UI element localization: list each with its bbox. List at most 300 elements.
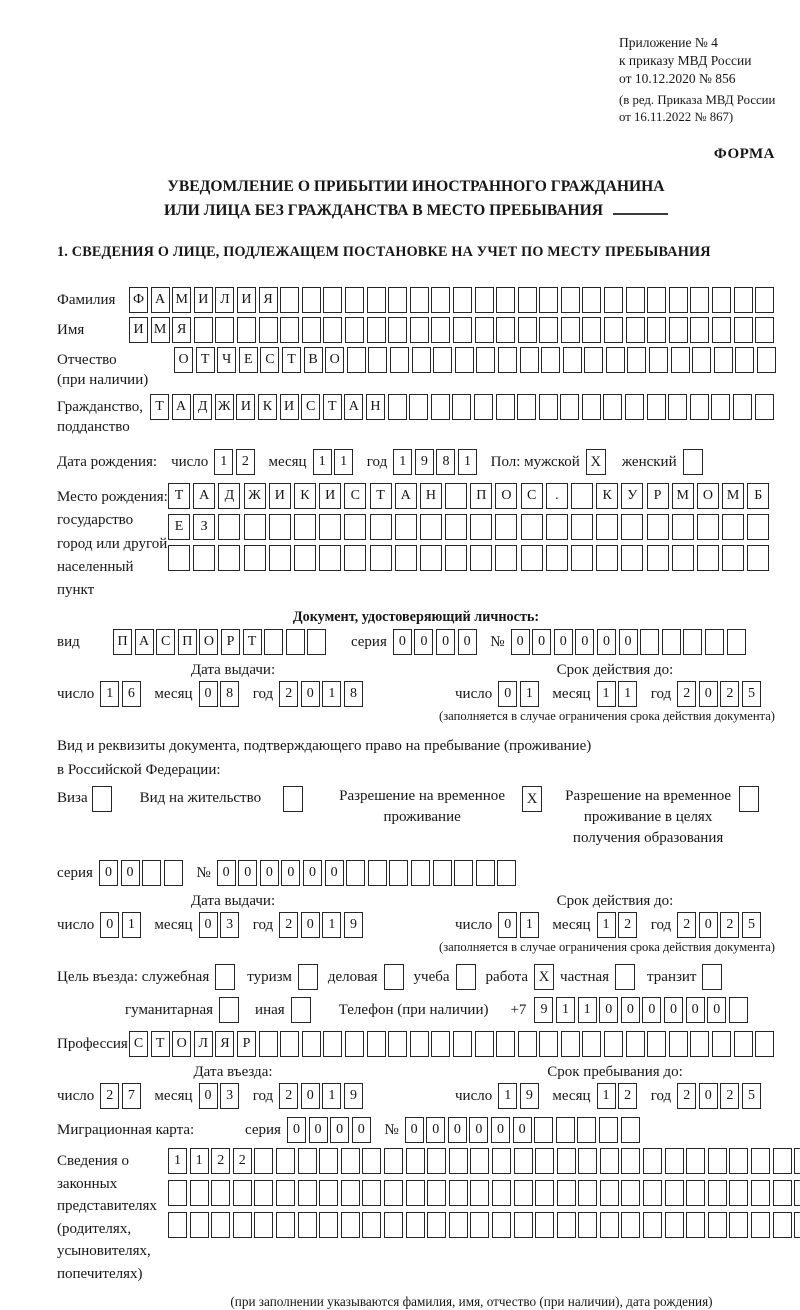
char-cell[interactable]: [514, 1212, 533, 1238]
char-cell[interactable]: [690, 287, 709, 313]
char-cell[interactable]: 1: [520, 681, 539, 707]
char-cell[interactable]: [280, 287, 299, 313]
char-cell[interactable]: 0: [599, 997, 618, 1023]
female-checkbox[interactable]: [683, 449, 703, 475]
char-cell[interactable]: [690, 317, 709, 343]
char-cell[interactable]: [582, 317, 601, 343]
char-cell[interactable]: [773, 1148, 792, 1174]
char-cell[interactable]: [254, 1180, 273, 1206]
char-cell[interactable]: [406, 1212, 425, 1238]
char-cell[interactable]: 0: [309, 1117, 328, 1143]
char-cell[interactable]: [520, 347, 539, 373]
char-cell[interactable]: [665, 1180, 684, 1206]
char-cell[interactable]: [237, 317, 256, 343]
char-cell[interactable]: [734, 317, 753, 343]
char-cell[interactable]: [370, 545, 392, 571]
char-cell[interactable]: [427, 1212, 446, 1238]
char-cell[interactable]: 1: [334, 449, 353, 475]
char-cell[interactable]: Т: [323, 394, 342, 420]
char-cell[interactable]: [409, 394, 428, 420]
char-cell[interactable]: М: [672, 483, 694, 509]
char-cell[interactable]: О: [697, 483, 719, 509]
char-cell[interactable]: [280, 317, 299, 343]
char-cell[interactable]: [729, 997, 748, 1023]
char-cell[interactable]: [751, 1148, 770, 1174]
char-cell[interactable]: [218, 514, 240, 540]
char-cell[interactable]: [269, 545, 291, 571]
char-cell[interactable]: [388, 317, 407, 343]
char-cell[interactable]: 1: [556, 997, 575, 1023]
char-cell[interactable]: [341, 1148, 360, 1174]
char-cell[interactable]: [692, 347, 711, 373]
char-cell[interactable]: 0: [281, 860, 300, 886]
char-cell[interactable]: [420, 514, 442, 540]
char-cell[interactable]: [370, 514, 392, 540]
char-cell[interactable]: 0: [642, 997, 661, 1023]
char-cell[interactable]: 0: [498, 912, 517, 938]
char-cell[interactable]: [711, 394, 730, 420]
char-cell[interactable]: 7: [122, 1083, 141, 1109]
char-cell[interactable]: [218, 545, 240, 571]
char-cell[interactable]: М: [151, 317, 170, 343]
char-cell[interactable]: [410, 287, 429, 313]
char-cell[interactable]: 0: [699, 681, 718, 707]
char-cell[interactable]: [625, 394, 644, 420]
char-cell[interactable]: [269, 514, 291, 540]
char-cell[interactable]: [389, 860, 408, 886]
tourism-checkbox[interactable]: [298, 964, 318, 990]
char-cell[interactable]: [276, 1180, 295, 1206]
char-cell[interactable]: [341, 1212, 360, 1238]
char-cell[interactable]: [662, 629, 681, 655]
char-cell[interactable]: [384, 1212, 403, 1238]
char-cell[interactable]: [708, 1212, 727, 1238]
char-cell[interactable]: [757, 347, 776, 373]
char-cell[interactable]: Я: [259, 287, 278, 313]
char-cell[interactable]: [751, 1180, 770, 1206]
char-cell[interactable]: [697, 545, 719, 571]
char-cell[interactable]: 0: [621, 997, 640, 1023]
char-cell[interactable]: [319, 1148, 338, 1174]
char-cell[interactable]: [582, 1031, 601, 1057]
char-cell[interactable]: 5: [742, 681, 761, 707]
char-cell[interactable]: Ф: [129, 287, 148, 313]
char-cell[interactable]: [453, 317, 472, 343]
char-cell[interactable]: 0: [686, 997, 705, 1023]
char-cell[interactable]: [307, 629, 326, 655]
char-cell[interactable]: Ч: [217, 347, 236, 373]
char-cell[interactable]: 2: [720, 681, 739, 707]
char-cell[interactable]: [561, 317, 580, 343]
char-cell[interactable]: [539, 317, 558, 343]
char-cell[interactable]: [454, 860, 473, 886]
char-cell[interactable]: [647, 545, 669, 571]
char-cell[interactable]: [541, 347, 560, 373]
char-cell[interactable]: [244, 545, 266, 571]
char-cell[interactable]: 0: [426, 1117, 445, 1143]
char-cell[interactable]: [475, 317, 494, 343]
char-cell[interactable]: [734, 287, 753, 313]
char-cell[interactable]: 0: [303, 860, 322, 886]
char-cell[interactable]: [495, 545, 517, 571]
char-cell[interactable]: [514, 1148, 533, 1174]
char-cell[interactable]: [794, 1180, 800, 1206]
char-cell[interactable]: П: [178, 629, 197, 655]
char-cell[interactable]: [497, 860, 516, 886]
char-cell[interactable]: [445, 483, 467, 509]
char-cell[interactable]: [168, 1180, 187, 1206]
char-cell[interactable]: И: [236, 394, 255, 420]
char-cell[interactable]: Б: [747, 483, 769, 509]
char-cell[interactable]: [259, 1031, 278, 1057]
char-cell[interactable]: [323, 1031, 342, 1057]
char-cell[interactable]: И: [280, 394, 299, 420]
char-cell[interactable]: И: [319, 483, 341, 509]
char-cell[interactable]: [453, 287, 472, 313]
char-cell[interactable]: [647, 287, 666, 313]
char-cell[interactable]: [433, 347, 452, 373]
char-cell[interactable]: [729, 1180, 748, 1206]
char-cell[interactable]: 2: [236, 449, 255, 475]
char-cell[interactable]: [319, 1212, 338, 1238]
char-cell[interactable]: [470, 545, 492, 571]
char-cell[interactable]: 2: [677, 1083, 696, 1109]
char-cell[interactable]: [671, 347, 690, 373]
char-cell[interactable]: [298, 1180, 317, 1206]
char-cell[interactable]: [672, 514, 694, 540]
male-checkbox[interactable]: X: [586, 449, 606, 475]
char-cell[interactable]: [535, 1180, 554, 1206]
char-cell[interactable]: [647, 394, 666, 420]
char-cell[interactable]: А: [151, 287, 170, 313]
char-cell[interactable]: З: [193, 514, 215, 540]
char-cell[interactable]: [452, 394, 471, 420]
char-cell[interactable]: 2: [677, 681, 696, 707]
char-cell[interactable]: [445, 514, 467, 540]
char-cell[interactable]: [193, 545, 215, 571]
char-cell[interactable]: [168, 1212, 187, 1238]
char-cell[interactable]: [603, 394, 622, 420]
char-cell[interactable]: [286, 629, 305, 655]
char-cell[interactable]: [621, 1212, 640, 1238]
char-cell[interactable]: 2: [720, 912, 739, 938]
char-cell[interactable]: 8: [344, 681, 363, 707]
char-cell[interactable]: Ж: [244, 483, 266, 509]
char-cell[interactable]: 9: [520, 1083, 539, 1109]
char-cell[interactable]: [254, 1212, 273, 1238]
char-cell[interactable]: К: [258, 394, 277, 420]
char-cell[interactable]: С: [260, 347, 279, 373]
study-checkbox[interactable]: [456, 964, 476, 990]
char-cell[interactable]: [470, 1180, 489, 1206]
char-cell[interactable]: 0: [301, 681, 320, 707]
char-cell[interactable]: 1: [190, 1148, 209, 1174]
char-cell[interactable]: С: [521, 483, 543, 509]
char-cell[interactable]: [233, 1212, 252, 1238]
char-cell[interactable]: 0: [100, 912, 119, 938]
char-cell[interactable]: [368, 347, 387, 373]
char-cell[interactable]: И: [269, 483, 291, 509]
char-cell[interactable]: [534, 1117, 553, 1143]
char-cell[interactable]: [470, 1148, 489, 1174]
char-cell[interactable]: 0: [469, 1117, 488, 1143]
char-cell[interactable]: Л: [194, 1031, 213, 1057]
char-cell[interactable]: Т: [370, 483, 392, 509]
char-cell[interactable]: [390, 347, 409, 373]
char-cell[interactable]: [722, 545, 744, 571]
char-cell[interactable]: [600, 1212, 619, 1238]
char-cell[interactable]: 0: [393, 629, 412, 655]
char-cell[interactable]: [384, 1180, 403, 1206]
char-cell[interactable]: [302, 1031, 321, 1057]
char-cell[interactable]: А: [135, 629, 154, 655]
other-checkbox[interactable]: [291, 997, 311, 1023]
char-cell[interactable]: [647, 1031, 666, 1057]
char-cell[interactable]: Л: [215, 287, 234, 313]
char-cell[interactable]: 1: [322, 681, 341, 707]
char-cell[interactable]: [621, 1180, 640, 1206]
char-cell[interactable]: 3: [220, 912, 239, 938]
char-cell[interactable]: 0: [491, 1117, 510, 1143]
char-cell[interactable]: 0: [330, 1117, 349, 1143]
char-cell[interactable]: [367, 1031, 386, 1057]
char-cell[interactable]: [346, 860, 365, 886]
char-cell[interactable]: [476, 347, 495, 373]
char-cell[interactable]: 9: [534, 997, 553, 1023]
char-cell[interactable]: [571, 483, 593, 509]
char-cell[interactable]: [669, 1031, 688, 1057]
char-cell[interactable]: [492, 1148, 511, 1174]
char-cell[interactable]: 9: [415, 449, 434, 475]
char-cell[interactable]: [747, 514, 769, 540]
char-cell[interactable]: [535, 1212, 554, 1238]
char-cell[interactable]: [244, 514, 266, 540]
char-cell[interactable]: А: [193, 483, 215, 509]
char-cell[interactable]: 1: [322, 1083, 341, 1109]
char-cell[interactable]: [626, 1031, 645, 1057]
char-cell[interactable]: [410, 1031, 429, 1057]
char-cell[interactable]: А: [172, 394, 191, 420]
char-cell[interactable]: [561, 1031, 580, 1057]
char-cell[interactable]: 2: [100, 1083, 119, 1109]
char-cell[interactable]: [521, 545, 543, 571]
char-cell[interactable]: Д: [218, 483, 240, 509]
char-cell[interactable]: [211, 1180, 230, 1206]
char-cell[interactable]: 0: [287, 1117, 306, 1143]
char-cell[interactable]: 0: [575, 629, 594, 655]
char-cell[interactable]: [470, 1212, 489, 1238]
char-cell[interactable]: [475, 1031, 494, 1057]
char-cell[interactable]: 2: [279, 681, 298, 707]
char-cell[interactable]: [578, 1180, 597, 1206]
char-cell[interactable]: [406, 1180, 425, 1206]
char-cell[interactable]: 0: [199, 912, 218, 938]
private-checkbox[interactable]: [615, 964, 635, 990]
char-cell[interactable]: 1: [597, 681, 616, 707]
char-cell[interactable]: 1: [168, 1148, 187, 1174]
char-cell[interactable]: [735, 347, 754, 373]
char-cell[interactable]: [621, 1148, 640, 1174]
char-cell[interactable]: М: [172, 287, 191, 313]
char-cell[interactable]: М: [722, 483, 744, 509]
char-cell[interactable]: [190, 1212, 209, 1238]
char-cell[interactable]: [686, 1148, 705, 1174]
char-cell[interactable]: [714, 347, 733, 373]
char-cell[interactable]: [600, 1148, 619, 1174]
char-cell[interactable]: [708, 1180, 727, 1206]
char-cell[interactable]: [395, 545, 417, 571]
char-cell[interactable]: [190, 1180, 209, 1206]
humanitarian-checkbox[interactable]: [219, 997, 239, 1023]
char-cell[interactable]: Н: [366, 394, 385, 420]
char-cell[interactable]: 1: [597, 912, 616, 938]
char-cell[interactable]: [578, 1148, 597, 1174]
char-cell[interactable]: [599, 1117, 618, 1143]
char-cell[interactable]: [621, 1117, 640, 1143]
char-cell[interactable]: [388, 1031, 407, 1057]
char-cell[interactable]: [449, 1148, 468, 1174]
char-cell[interactable]: 6: [122, 681, 141, 707]
char-cell[interactable]: 0: [597, 629, 616, 655]
char-cell[interactable]: 2: [618, 1083, 637, 1109]
char-cell[interactable]: [345, 287, 364, 313]
char-cell[interactable]: [449, 1212, 468, 1238]
char-cell[interactable]: [319, 514, 341, 540]
char-cell[interactable]: 8: [220, 681, 239, 707]
char-cell[interactable]: 1: [520, 912, 539, 938]
char-cell[interactable]: 0: [99, 860, 118, 886]
char-cell[interactable]: [302, 317, 321, 343]
char-cell[interactable]: [697, 514, 719, 540]
char-cell[interactable]: [319, 1180, 338, 1206]
char-cell[interactable]: [410, 317, 429, 343]
char-cell[interactable]: [712, 317, 731, 343]
char-cell[interactable]: [668, 394, 687, 420]
char-cell[interactable]: 0: [352, 1117, 371, 1143]
char-cell[interactable]: [557, 1212, 576, 1238]
char-cell[interactable]: 2: [279, 912, 298, 938]
char-cell[interactable]: [596, 514, 618, 540]
char-cell[interactable]: 0: [554, 629, 573, 655]
char-cell[interactable]: [621, 514, 643, 540]
char-cell[interactable]: [168, 545, 190, 571]
char-cell[interactable]: [362, 1212, 381, 1238]
char-cell[interactable]: С: [344, 483, 366, 509]
char-cell[interactable]: [794, 1212, 800, 1238]
char-cell[interactable]: 2: [233, 1148, 252, 1174]
char-cell[interactable]: П: [470, 483, 492, 509]
char-cell[interactable]: 5: [742, 912, 761, 938]
char-cell[interactable]: [319, 545, 341, 571]
char-cell[interactable]: С: [129, 1031, 148, 1057]
char-cell[interactable]: [345, 1031, 364, 1057]
char-cell[interactable]: [626, 317, 645, 343]
temp-residence-checkbox[interactable]: X: [522, 786, 542, 812]
char-cell[interactable]: 0: [301, 1083, 320, 1109]
char-cell[interactable]: 0: [458, 629, 477, 655]
char-cell[interactable]: 0: [699, 1083, 718, 1109]
char-cell[interactable]: [431, 317, 450, 343]
char-cell[interactable]: [596, 545, 618, 571]
char-cell[interactable]: [722, 514, 744, 540]
char-cell[interactable]: [557, 1180, 576, 1206]
char-cell[interactable]: 1: [393, 449, 412, 475]
char-cell[interactable]: 1: [498, 1083, 517, 1109]
char-cell[interactable]: [298, 1148, 317, 1174]
char-cell[interactable]: 0: [238, 860, 257, 886]
char-cell[interactable]: [276, 1148, 295, 1174]
char-cell[interactable]: [683, 629, 702, 655]
char-cell[interactable]: 2: [618, 912, 637, 938]
char-cell[interactable]: Т: [243, 629, 262, 655]
char-cell[interactable]: [649, 347, 668, 373]
char-cell[interactable]: [211, 1212, 230, 1238]
char-cell[interactable]: [773, 1180, 792, 1206]
business-checkbox[interactable]: [384, 964, 404, 990]
char-cell[interactable]: 0: [532, 629, 551, 655]
char-cell[interactable]: 2: [720, 1083, 739, 1109]
char-cell[interactable]: [302, 287, 321, 313]
char-cell[interactable]: 1: [100, 681, 119, 707]
char-cell[interactable]: Ж: [215, 394, 234, 420]
temp-residence-edu-checkbox[interactable]: [739, 786, 759, 812]
char-cell[interactable]: [514, 1180, 533, 1206]
char-cell[interactable]: У: [621, 483, 643, 509]
char-cell[interactable]: [690, 1031, 709, 1057]
char-cell[interactable]: [323, 287, 342, 313]
char-cell[interactable]: 0: [619, 629, 638, 655]
char-cell[interactable]: [571, 545, 593, 571]
char-cell[interactable]: 9: [344, 912, 363, 938]
char-cell[interactable]: [621, 545, 643, 571]
residence-permit-checkbox[interactable]: [283, 786, 303, 812]
char-cell[interactable]: [643, 1212, 662, 1238]
char-cell[interactable]: 2: [211, 1148, 230, 1174]
char-cell[interactable]: [535, 1148, 554, 1174]
char-cell[interactable]: [705, 629, 724, 655]
char-cell[interactable]: 0: [707, 997, 726, 1023]
char-cell[interactable]: [546, 545, 568, 571]
char-cell[interactable]: [518, 1031, 537, 1057]
char-cell[interactable]: [276, 1212, 295, 1238]
char-cell[interactable]: [626, 287, 645, 313]
char-cell[interactable]: [496, 287, 515, 313]
char-cell[interactable]: [604, 1031, 623, 1057]
char-cell[interactable]: Р: [221, 629, 240, 655]
char-cell[interactable]: [582, 287, 601, 313]
char-cell[interactable]: О: [495, 483, 517, 509]
char-cell[interactable]: [521, 514, 543, 540]
char-cell[interactable]: 0: [260, 860, 279, 886]
char-cell[interactable]: 0: [414, 629, 433, 655]
char-cell[interactable]: 1: [458, 449, 477, 475]
char-cell[interactable]: [427, 1148, 446, 1174]
char-cell[interactable]: 1: [322, 912, 341, 938]
transit-checkbox[interactable]: [702, 964, 722, 990]
char-cell[interactable]: [561, 287, 580, 313]
char-cell[interactable]: [539, 287, 558, 313]
char-cell[interactable]: [215, 317, 234, 343]
char-cell[interactable]: 5: [742, 1083, 761, 1109]
char-cell[interactable]: [686, 1212, 705, 1238]
char-cell[interactable]: [142, 860, 161, 886]
char-cell[interactable]: [571, 514, 593, 540]
char-cell[interactable]: [345, 317, 364, 343]
char-cell[interactable]: К: [294, 483, 316, 509]
char-cell[interactable]: [755, 1031, 774, 1057]
char-cell[interactable]: [368, 860, 387, 886]
char-cell[interactable]: [712, 287, 731, 313]
